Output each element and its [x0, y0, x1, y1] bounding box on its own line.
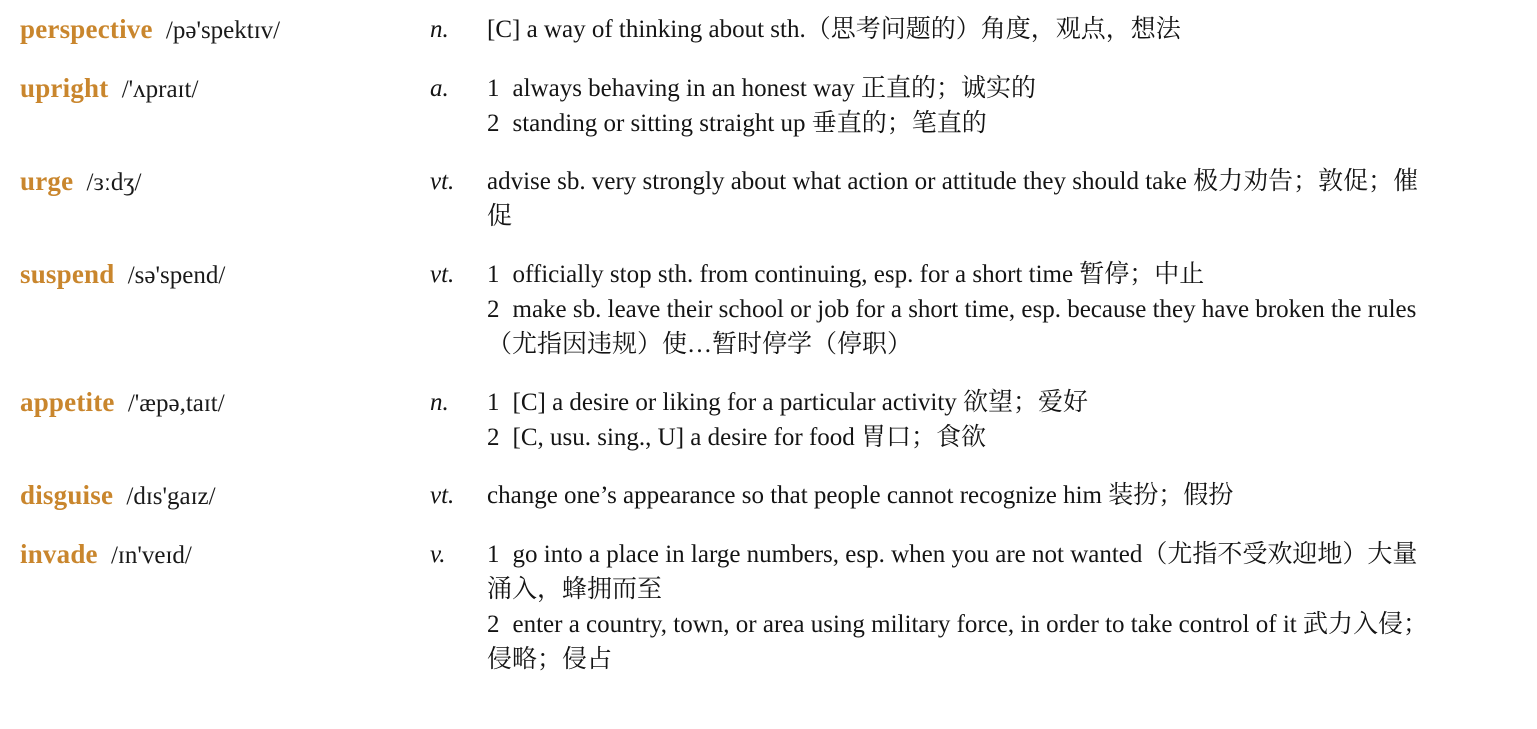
dictionary-entry [20, 537, 1477, 677]
phonetic-transcription: /'ʌpraɪt/ [121, 76, 199, 103]
definitions [487, 12, 1437, 47]
headword-group [20, 12, 430, 48]
part-of-speech: v. [430, 541, 446, 568]
dictionary-entry [20, 71, 1477, 141]
sense [487, 385, 1437, 420]
part-of-speech: vt. [430, 168, 455, 195]
part-of-speech: vt. [430, 261, 455, 288]
sense [487, 106, 1437, 141]
dictionary-entry [20, 12, 1477, 48]
sense-number: 1 [487, 389, 500, 416]
headword: upright [20, 73, 109, 103]
sense-text: make sb. leave their school or job for a short time, esp. because they have broken the rules（尤指因违规）使…暂时停学（停职） [487, 296, 1417, 358]
sense [487, 292, 1437, 362]
sense [487, 478, 1437, 513]
phonetic-transcription: /pə'spektɪv/ [165, 17, 281, 44]
sense-number: 1 [487, 541, 500, 568]
sense [487, 12, 1437, 47]
part-of-speech: a. [430, 75, 449, 102]
definitions [487, 478, 1437, 513]
sense [487, 607, 1437, 677]
definitions [487, 257, 1437, 362]
sense-text: officially stop sth. from continuing, esp. for a short time 暂停；中止 [512, 261, 1205, 288]
dictionary-entry [20, 257, 1477, 362]
sense [487, 164, 1437, 234]
headword: appetite [20, 387, 115, 417]
sense-number: 1 [487, 75, 500, 102]
headword: disguise [20, 480, 114, 510]
sense-text: change one’s appearance so that people cannot recognize him 装扮；假扮 [487, 482, 1234, 509]
headword-group [20, 164, 430, 200]
headword-group [20, 478, 430, 514]
headword: urge [20, 166, 74, 196]
sense [487, 257, 1437, 292]
definitions [487, 385, 1437, 455]
sense-number: 2 [487, 110, 500, 137]
dictionary-entry [20, 478, 1477, 514]
phonetic-transcription: /ɜːdʒ/ [86, 169, 142, 196]
sense-text: go into a place in large numbers, esp. when you are not wanted（尤指不受欢迎地）大量涌入，蜂拥而至 [487, 541, 1418, 603]
sense-text: [C] a desire or liking for a particular activity 欲望；爱好 [512, 389, 1089, 416]
sense-number: 2 [487, 296, 500, 323]
headword: suspend [20, 259, 115, 289]
sense-text: standing or sitting straight up 垂直的；笔直的 [512, 110, 987, 137]
headword-group [20, 257, 430, 293]
sense-text: [C, usu. sing., U] a desire for food 胃口；食欲 [512, 424, 987, 451]
headword-group [20, 385, 430, 421]
dictionary-entry [20, 385, 1477, 455]
part-of-speech: vt. [430, 482, 455, 509]
phonetic-transcription: /ɪn'veɪd/ [110, 542, 192, 569]
headword: perspective [20, 14, 153, 44]
headword-group [20, 71, 430, 107]
sense-number: 2 [487, 611, 500, 638]
sense-text: [C] a way of thinking about sth.（思考问题的）角度，观点，想法 [487, 16, 1181, 43]
phonetic-transcription: /dɪs'gaɪz/ [126, 483, 216, 510]
part-of-speech: n. [430, 389, 449, 416]
definitions [487, 164, 1437, 234]
sense-number: 2 [487, 424, 500, 451]
phonetic-transcription: /sə'spend/ [127, 262, 226, 289]
sense-text: always behaving in an honest way 正直的；诚实的 [512, 75, 1037, 102]
definitions [487, 71, 1437, 141]
sense [487, 71, 1437, 106]
definitions [487, 537, 1437, 677]
sense-number: 1 [487, 261, 500, 288]
part-of-speech: n. [430, 16, 449, 43]
sense [487, 537, 1437, 607]
sense-text: advise sb. very strongly about what action or attitude they should take 极力劝告；敦促；催促 [487, 168, 1419, 230]
sense-text: enter a country, town, or area using military force, in order to take control of it 武力入侵；侵略；侵占 [487, 611, 1428, 673]
phonetic-transcription: /'æpə,taɪt/ [127, 390, 225, 417]
dictionary-entry [20, 164, 1477, 234]
sense [487, 420, 1437, 455]
headword-group [20, 537, 430, 573]
headword: invade [20, 539, 98, 569]
